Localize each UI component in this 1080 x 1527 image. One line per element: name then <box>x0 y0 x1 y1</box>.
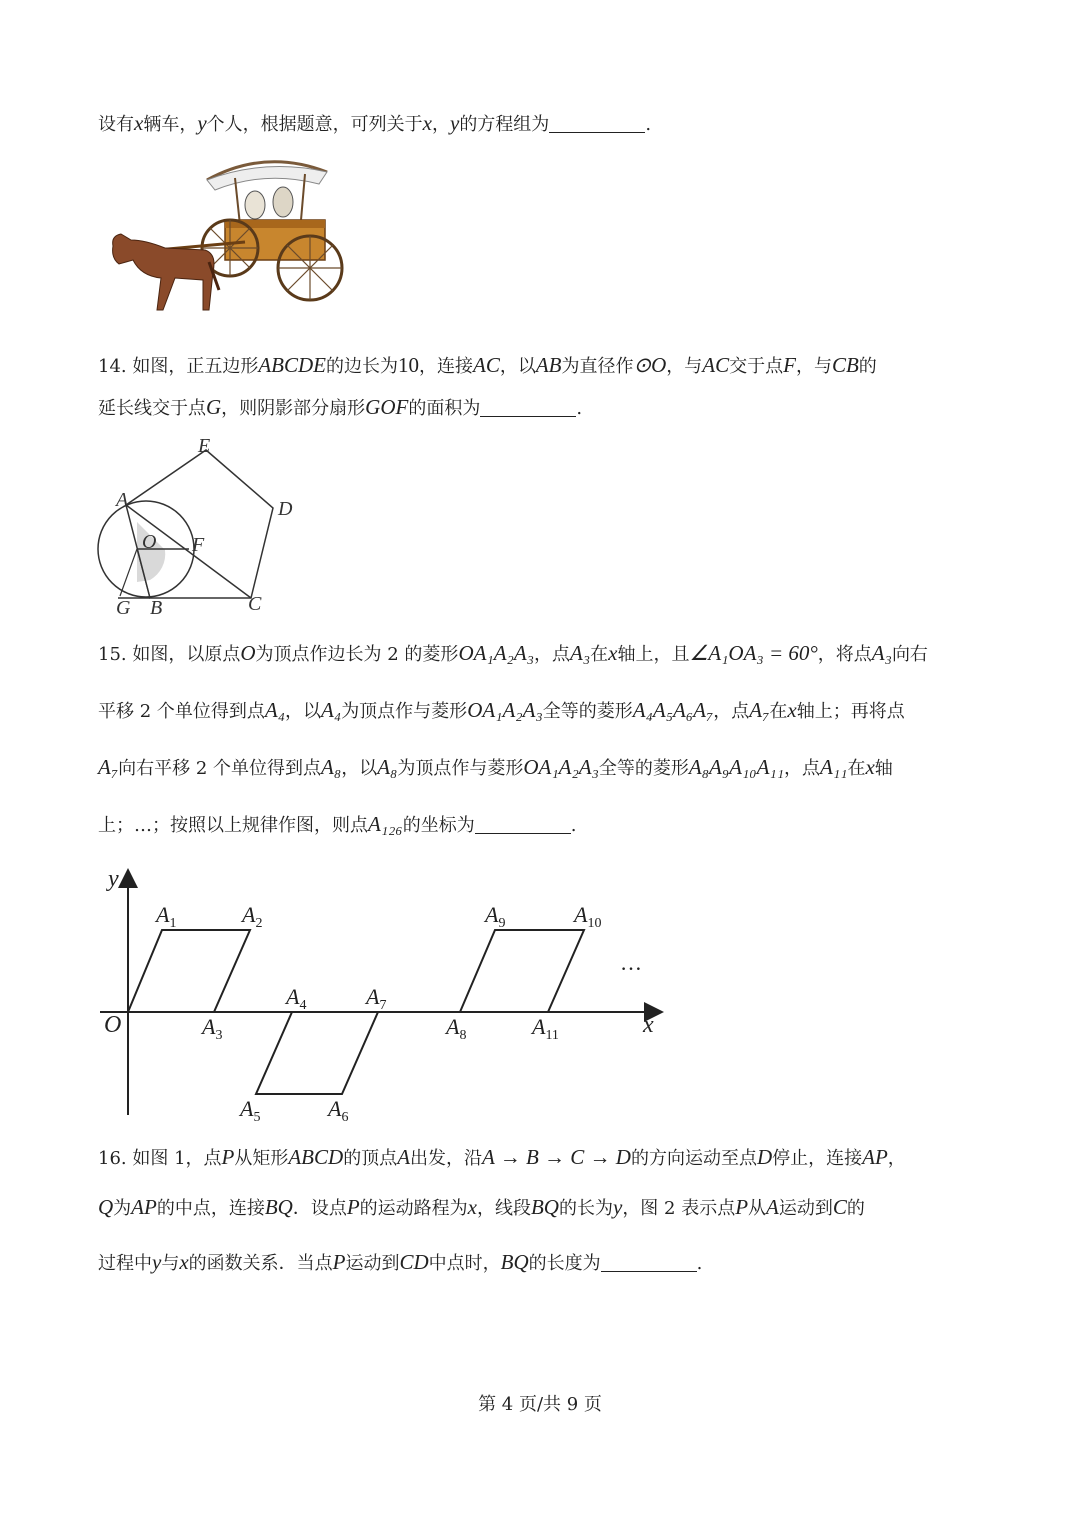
q16-line-1: 16. 如图 1，点P从矩形ABCD的顶点A出发，沿A → B → C → D的方向运动至点D停止，连接AP， <box>98 1145 906 1169</box>
rhombus-graph <box>90 860 680 1125</box>
label-A5: $A_5$ <box>240 1096 261 1125</box>
label-E: E <box>198 435 211 457</box>
label-F: F <box>192 534 205 556</box>
label-A8: $A_8$ <box>446 1014 467 1043</box>
q16-line-3: 过程中y与x的函数关系．当点P运动到CD中点时，BQ的长度为 . <box>98 1250 703 1274</box>
label-A4: $A_4$ <box>286 984 307 1013</box>
label-O: O <box>142 531 157 553</box>
q14-line-2: 延长线交于点G，则阴影部分扇形GOF的面积为 . <box>98 395 583 419</box>
answer-blank[interactable] <box>601 1253 697 1272</box>
label-A7: $A_7$ <box>366 984 387 1013</box>
label-C: C <box>248 593 262 615</box>
label-A3: $A_3$ <box>202 1014 223 1043</box>
label-A9: $A_9$ <box>485 902 506 931</box>
label-A: A <box>116 489 129 511</box>
label-A1: $A_1$ <box>156 902 177 931</box>
answer-blank[interactable] <box>549 114 645 133</box>
q15-line-2: 平移 2 个单位得到点A₄，以A₄为顶点作与菱形OA₁A₂A₃全等的菱形A₄A₅A₆A₇，点A₇在x轴上；再将点 <box>98 698 905 722</box>
label-G: G <box>116 597 131 619</box>
q15-line-4: 上；…；按照以上规律作图，则点A₁₂₆的坐标为 . <box>98 812 577 836</box>
label-B: B <box>150 597 163 619</box>
label-A2: $A_2$ <box>242 902 263 931</box>
q14-line-1: 14. 如图，正五边形ABCDE的边长为10，连接AC，以AB为直径作⊙O，与AC交于点F，与CB的 <box>98 353 877 377</box>
pentagon-figure <box>90 430 320 620</box>
q16-line-2: Q为AP的中点，连接BQ．设点P的运动路程为x，线段BQ的长为y，图 2 表示点P从A运动到C的 <box>98 1195 865 1219</box>
origin-label: O <box>104 1012 122 1038</box>
horse-cart-illustration <box>105 150 355 330</box>
page-footer: 第 4 页/共 9 页 <box>478 1394 602 1415</box>
label-A10: $A_{10}$ <box>574 902 602 931</box>
q15-line-3: A₇向右平移 2 个单位得到点A₈，以A₈为顶点作与菱形OA₁A₂A₃全等的菱形A₈A₉A₁₀A₁₁，点A₁₁在x轴 <box>98 755 893 779</box>
label-A11: $A_{11}$ <box>532 1014 559 1043</box>
label-D: D <box>278 498 293 520</box>
axis-y-label: y <box>108 866 119 892</box>
label-A6: $A_6$ <box>328 1096 349 1125</box>
q13-line: 设有x辆车，y个人，根据题意，可列关于x，y的方程组为 . <box>98 111 652 135</box>
answer-blank[interactable] <box>480 398 576 417</box>
continuation-dots: … <box>620 950 642 975</box>
axis-x-label: x <box>643 1012 654 1038</box>
q15-line-1: 15. 如图，以原点O为顶点作边长为 2 的菱形OA₁A₂A₃，点A₃在x轴上，且∠A₁OA₃ = 60°，将点A₃向右 <box>98 641 928 665</box>
answer-blank[interactable] <box>475 815 571 834</box>
